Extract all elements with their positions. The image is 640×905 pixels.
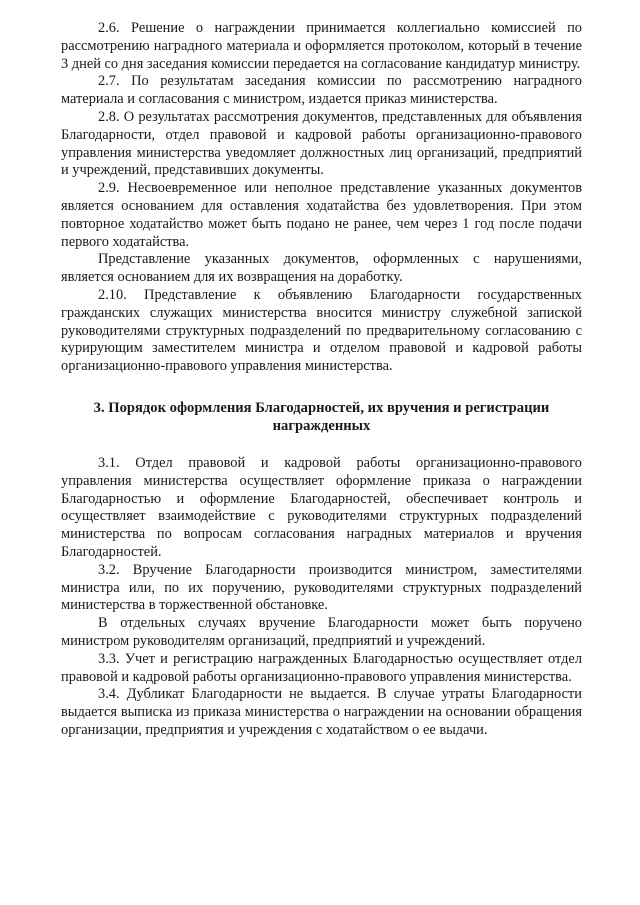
- paragraph-2-9: 2.9. Несвоевременное или неполное представление указанных документов является основанием для оставления ходатайства без удовлетворения. При этом повторное ходатайство может быть подано не ранее, чем через 1 год после подачи первого ходатайства.: [61, 180, 582, 250]
- paragraph-3-2-continuation: В отдельных случаях вручение Благодарности может быть поручено министром руководителям организаций, предприятий и учреждений.: [61, 615, 582, 649]
- paragraph-3-3: 3.3. Учет и регистрацию награжденных Благодарностью осуществляет отдел правовой и кадровой работы организационно-правового управления министерства.: [61, 650, 582, 685]
- paragraph-2-9-continuation: Представление указанных документов, оформленных с нарушениями, является основанием для их возвращения на доработку.: [61, 251, 582, 286]
- document-page: [61, 20, 582, 740]
- section-3-heading: 3. Порядок оформления Благодарностей, их вручения и регистрации награжденных: [93, 399, 550, 434]
- paragraph-2-8: 2.8. О результатах рассмотрения документов, представленных для объявления Благодарности, отдел правовой и кадровой работы организационно-правового управления министерства уведомляет должностных лиц организаций, предприятий и учреждений, представивших документы.: [61, 108, 582, 179]
- paragraph-2-6: 2.6. Решение о награждении принимается коллегиально комиссией по рассмотрению наградного материала и оформляется протоколом, который в течение 3 дней со дня заседания комиссии передается на согласование кандидатур министру.: [61, 20, 582, 72]
- paragraph-3-1: 3.1. Отдел правовой и кадровой работы организационно-правового управления министерства осуществляет оформление приказа о награждении Благодарностью и оформление Благодарностей, обеспечивает контроль и осуществляет взаимодействие с руководителями структурных подразделений министерства по вопросам согласования наградных материалов и вручения Благодарностей.: [61, 454, 582, 560]
- paragraph-2-10: 2.10. Представление к объявлению Благодарности государственных гражданских служащих министерства вносится министру служебной запиской руководителями структурных подразделений по предварительному согласованию с курирующим заместителем министра и отделом правовой и кадровой работы организационно-правового управления министерства.: [61, 286, 582, 375]
- paragraph-2-7: 2.7. По результатам заседания комиссии по рассмотрению наградного материала и согласования с министром, издается приказ министерства.: [61, 73, 582, 108]
- paragraph-3-4: 3.4. Дубликат Благодарности не выдается. В случае утраты Благодарности выдается выписка из приказа министерства о награждении на основании обращения организации, предприятия и учреждения с ходатайством о ее выдачи.: [61, 686, 582, 738]
- paragraph-3-2: 3.2. Вручение Благодарности производится министром, заместителями министра или, по их поручению, руководителями структурных подразделений министерства в торжественной обстановке.: [61, 561, 582, 614]
